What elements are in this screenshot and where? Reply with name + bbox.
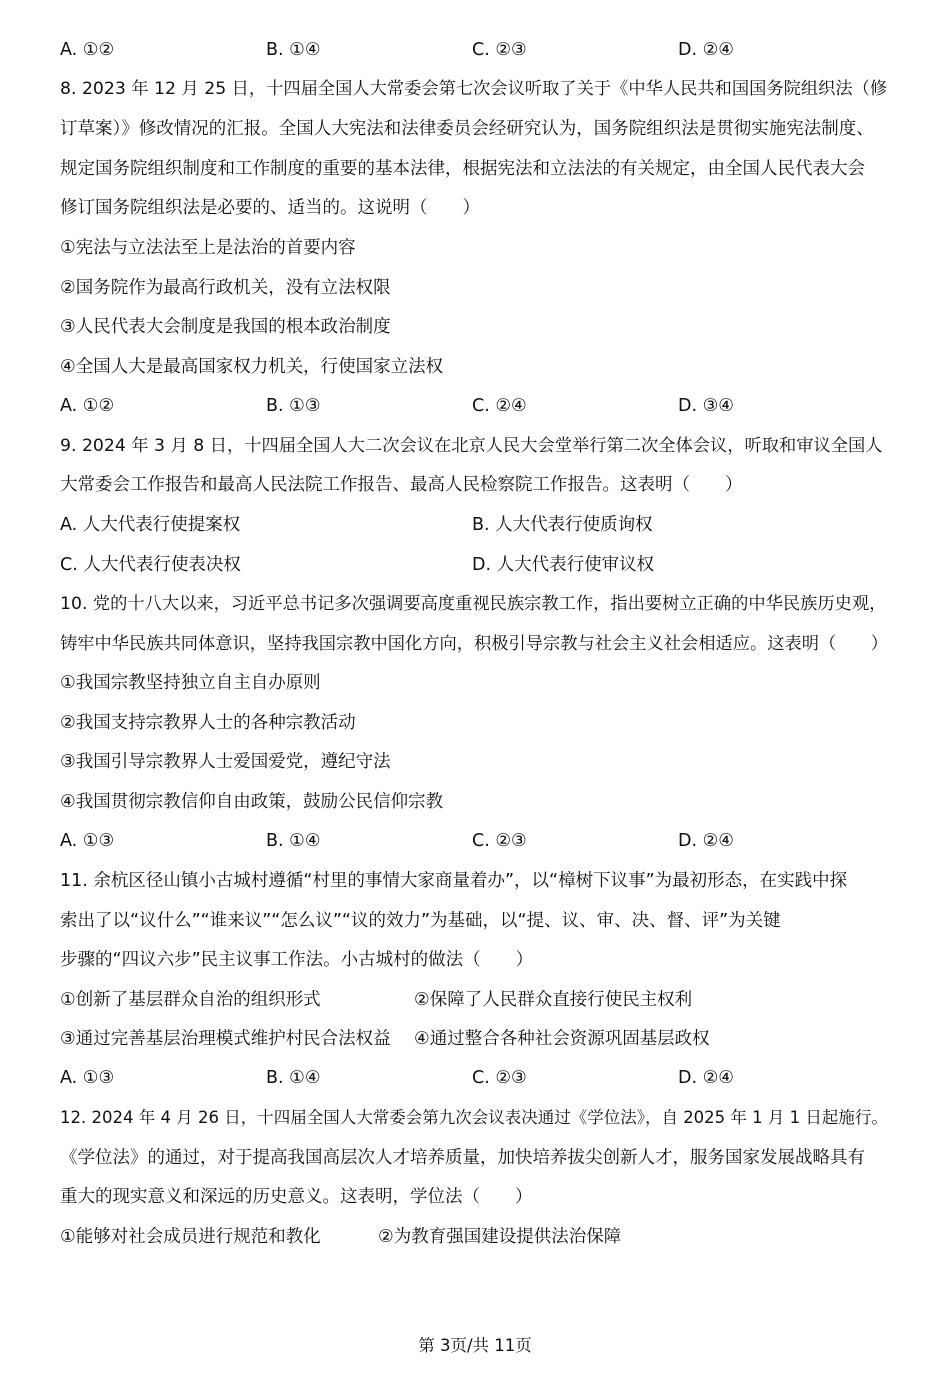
q10-item: ③我国引导宗教界人士爱国爱党，遵纪守法 xyxy=(60,752,391,772)
q8-item: ③人民代表大会制度是我国的根本政治制度 xyxy=(60,317,391,337)
q9-stem-line: 大常委会工作报告和最高人民法院工作报告、最高人民检察院工作报告。这表明（ ） xyxy=(60,475,743,495)
q8-item: ②国务院作为最高行政机关，没有立法权限 xyxy=(60,278,391,298)
q11-stem-line: 索出了以“议什么”“谁来议”“怎么议”“议的效力”为基础，以“提、议、审、决、督、评”为关键 xyxy=(60,911,781,931)
q12-item: ②为教育强国建设提供法治保障 xyxy=(378,1227,622,1247)
q8-stem-line: 订草案）》修改情况的汇报。全国人大宪法和法律委员会经研究认为，国务院组织法是贯彻实施宪法制度、 xyxy=(60,119,874,139)
q11-option-d: D. ②④ xyxy=(678,1068,734,1088)
q9-option-c: C. 人大代表行使表决权 xyxy=(60,555,241,575)
q11-option-c: C. ②③ xyxy=(472,1068,527,1088)
q8-option-b: B. ①③ xyxy=(266,396,321,416)
q12-stem-line: 12. 2024 年 4 月 26 日，十四届全国人大常委会第九次会议表决通过《学位法》，自 2025 年 1 月 1 日起施行。 xyxy=(60,1108,888,1127)
q9-stem-line: 9. 2024 年 3 月 8 日，十四届全国人大二次会议在北京人民大会堂举行第二次全体会议，听取和审议全国人 xyxy=(60,436,883,456)
q12-stem-line: 《学位法》的通过，对于提高我国高层次人才培养质量，加快培养拔尖创新人才，服务国家发展战略具有 xyxy=(60,1148,865,1168)
q8-item: ④全国人大是最高国家权力机关，行使国家立法权 xyxy=(60,357,444,377)
q8-stem-line: 规定国务院组织制度和工作制度的重要的基本法律，根据宪法和立法法的有关规定，由全国人民代表大会 xyxy=(60,159,865,179)
q11-stem-line: 11. 余杭区径山镇小古城村遵循“村里的事情大家商量着办”，以“樟树下议事”为最初形态，在实践中探 xyxy=(60,871,848,891)
q8-stem-line: 修订国务院组织法是必要的、适当的。这说明（ ） xyxy=(60,198,480,218)
q12-item: ①能够对社会成员进行规范和教化 xyxy=(60,1227,321,1247)
q9-option-a: A. 人大代表行使提案权 xyxy=(60,515,241,535)
q8-stem-line: 8. 2023 年 12 月 25 日，十四届全国人大常委会第七次会议听取了关于《中华人民共和国国务院组织法（修 xyxy=(60,79,888,99)
q10-stem-line: 铸牢中华民族共同体意识，坚持我国宗教中国化方向，积极引导宗教与社会主义社会相适应。这表明（ ） xyxy=(60,634,889,654)
q11-option-a: A. ①③ xyxy=(60,1068,115,1088)
q12-stem-line: 重大的现实意义和深远的历史意义。这表明，学位法（ ） xyxy=(60,1187,533,1207)
q11-stem-line: 步骤的“四议六步”民主议事工作法。小古城村的做法（ ） xyxy=(60,950,534,970)
q10-option-a: A. ①③ xyxy=(60,831,115,851)
q10-item: ①我国宗教坚持独立自主自办原则 xyxy=(60,673,321,693)
q10-option-d: D. ②④ xyxy=(678,831,734,851)
q11-option-b: B. ①④ xyxy=(266,1068,321,1088)
q10-stem-line: 10. 党的十八大以来，习近平总书记多次强调要高度重视民族宗教工作，指出要树立正确的中华民族历史观， xyxy=(60,594,887,614)
q11-item: ④通过整合各种社会资源巩固基层政权 xyxy=(414,1029,710,1049)
q9-option-d: D. 人大代表行使审议权 xyxy=(472,555,655,575)
q9-option-b: B. 人大代表行使质询权 xyxy=(472,515,653,535)
q7-option-d: D. ②④ xyxy=(678,40,734,60)
q8-item: ①宪法与立法法至上是法治的首要内容 xyxy=(60,238,356,258)
q7-option-c: C. ②③ xyxy=(472,40,527,60)
q11-item: ②保障了人民群众直接行使民主权利 xyxy=(414,990,693,1010)
q10-option-c: C. ②③ xyxy=(472,831,527,851)
q11-item: ①创新了基层群众自治的组织形式 xyxy=(60,990,321,1010)
q7-option-a: A. ①② xyxy=(60,40,115,60)
q10-option-b: B. ①④ xyxy=(266,831,321,851)
q8-option-d: D. ③④ xyxy=(678,396,734,416)
q8-option-a: A. ①② xyxy=(60,396,115,416)
q10-item: ②我国支持宗教界人士的各种宗教活动 xyxy=(60,713,356,733)
page-number-footer: 第 3页/共 11页 xyxy=(418,1336,532,1355)
q7-option-b: B. ①④ xyxy=(266,40,321,60)
q10-item: ④我国贯彻宗教信仰自由政策，鼓励公民信仰宗教 xyxy=(60,792,444,812)
q8-option-c: C. ②④ xyxy=(472,396,527,416)
q11-item: ③通过完善基层治理模式维护村民合法权益 xyxy=(60,1029,391,1049)
